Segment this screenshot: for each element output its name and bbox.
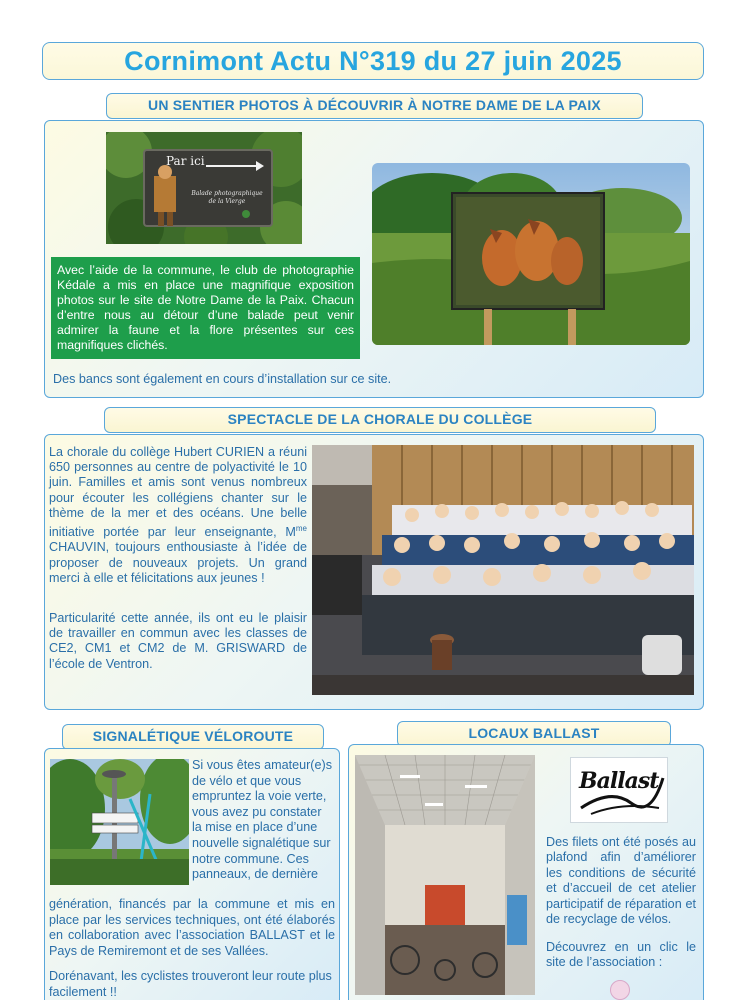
ballast-heading: LOCAUX BALLAST	[397, 721, 671, 747]
veloroute-paragraph-2: Dorénavant, les cyclistes trouveront leur route plus facilement !!	[49, 969, 332, 999]
newsletter-title: Cornimont Actu N°319 du 27 juin 2025	[124, 46, 622, 76]
sentier-paragraph: Avec l’aide de la commune, le club de photographie Kédale a mis en place une magnifique exposition photos sur le site de Notre Dame de la Paix. Chacun d’entre nous au détour d’une balade peut venir admirer la faune et la flore présentes sur ces magnifiques clichés.	[51, 257, 360, 359]
chorale-paragraph-1	[49, 445, 307, 586]
sign-caption-line-2: de la Vierge	[208, 198, 246, 205]
chorale-paragraph-2: Particularité cette année, ils ont eu le plaisir de travailler en commun avec les classes de CE2, CM1 et CM2 de M. GRISWARD de l’école de Ventron.	[49, 611, 307, 671]
signpost-photo	[106, 132, 302, 244]
veloroute-heading: SIGNALÉTIQUE VÉLOROUTE	[62, 724, 324, 750]
sign-caption-line-1: Balade photographique	[191, 190, 263, 197]
chorale-heading: SPECTACLE DE LA CHORALE DU COLLÈGE	[104, 407, 656, 433]
sentier-note: Des bancs sont également en cours d’installation sur ce site.	[53, 372, 392, 386]
fox-exhibition-photo	[372, 163, 690, 345]
ballast-workshop-photo	[355, 755, 535, 995]
veloroute-paragraph-1b: génération, financés par la commune et mis en place par les services techniques, ont été élaborés en collaboration avec l’association BALLAST et le Pays de Remiremont et de ses Vallées.	[49, 897, 335, 958]
ballast-logo-text: Ballast	[579, 768, 659, 794]
sign-text: Par ici	[166, 154, 205, 168]
chorale-paragraph-1-start: La chorale du collège Hubert CURIEN a réuni 650 personnes au centre de polyactivité le 10 juin. Familles et amis sont venus nombreux pour écouter les collégiens chanter sur le thème de la mer et des océans. Une belle initiative portée par leur enseignante, M	[49, 445, 307, 540]
newsletter-title-bar	[42, 42, 704, 80]
ballast-website-link-icon[interactable]	[610, 980, 630, 1000]
choir-photo	[312, 445, 694, 695]
chorale-paragraph-1-end: CHAUVIN, toujours enthousiaste à l’idée de proposer de nouveaux projets. Un grand merci à elle et félicitations aux jeunes !	[49, 540, 307, 585]
ballast-paragraph-1: Des filets ont été posés au plafond afin d’améliorer les conditions de sécurité et d’accueil de cet atelier participatif de réparation et de recyclage de vélos.	[546, 835, 696, 927]
veloroute-sign-photo	[50, 759, 189, 885]
ballast-logo	[570, 757, 668, 823]
sentier-heading: UN SENTIER PHOTOS À DÉCOUVRIR À NOTRE DAME DE LA PAIX	[106, 93, 643, 119]
sign-caption	[186, 190, 268, 206]
chorale-superscript: me	[295, 524, 307, 534]
veloroute-paragraph-1a: Si vous êtes amateur(e)s de vélo et que vous empruntez la voie verte, vous avez pu constater la mise en place d’une nouvelle signalétique sur notre commune. Ces panneaux, de dernière	[192, 758, 332, 882]
ballast-paragraph-2: Découvrez en un clic le site de l’association :	[546, 940, 696, 970]
